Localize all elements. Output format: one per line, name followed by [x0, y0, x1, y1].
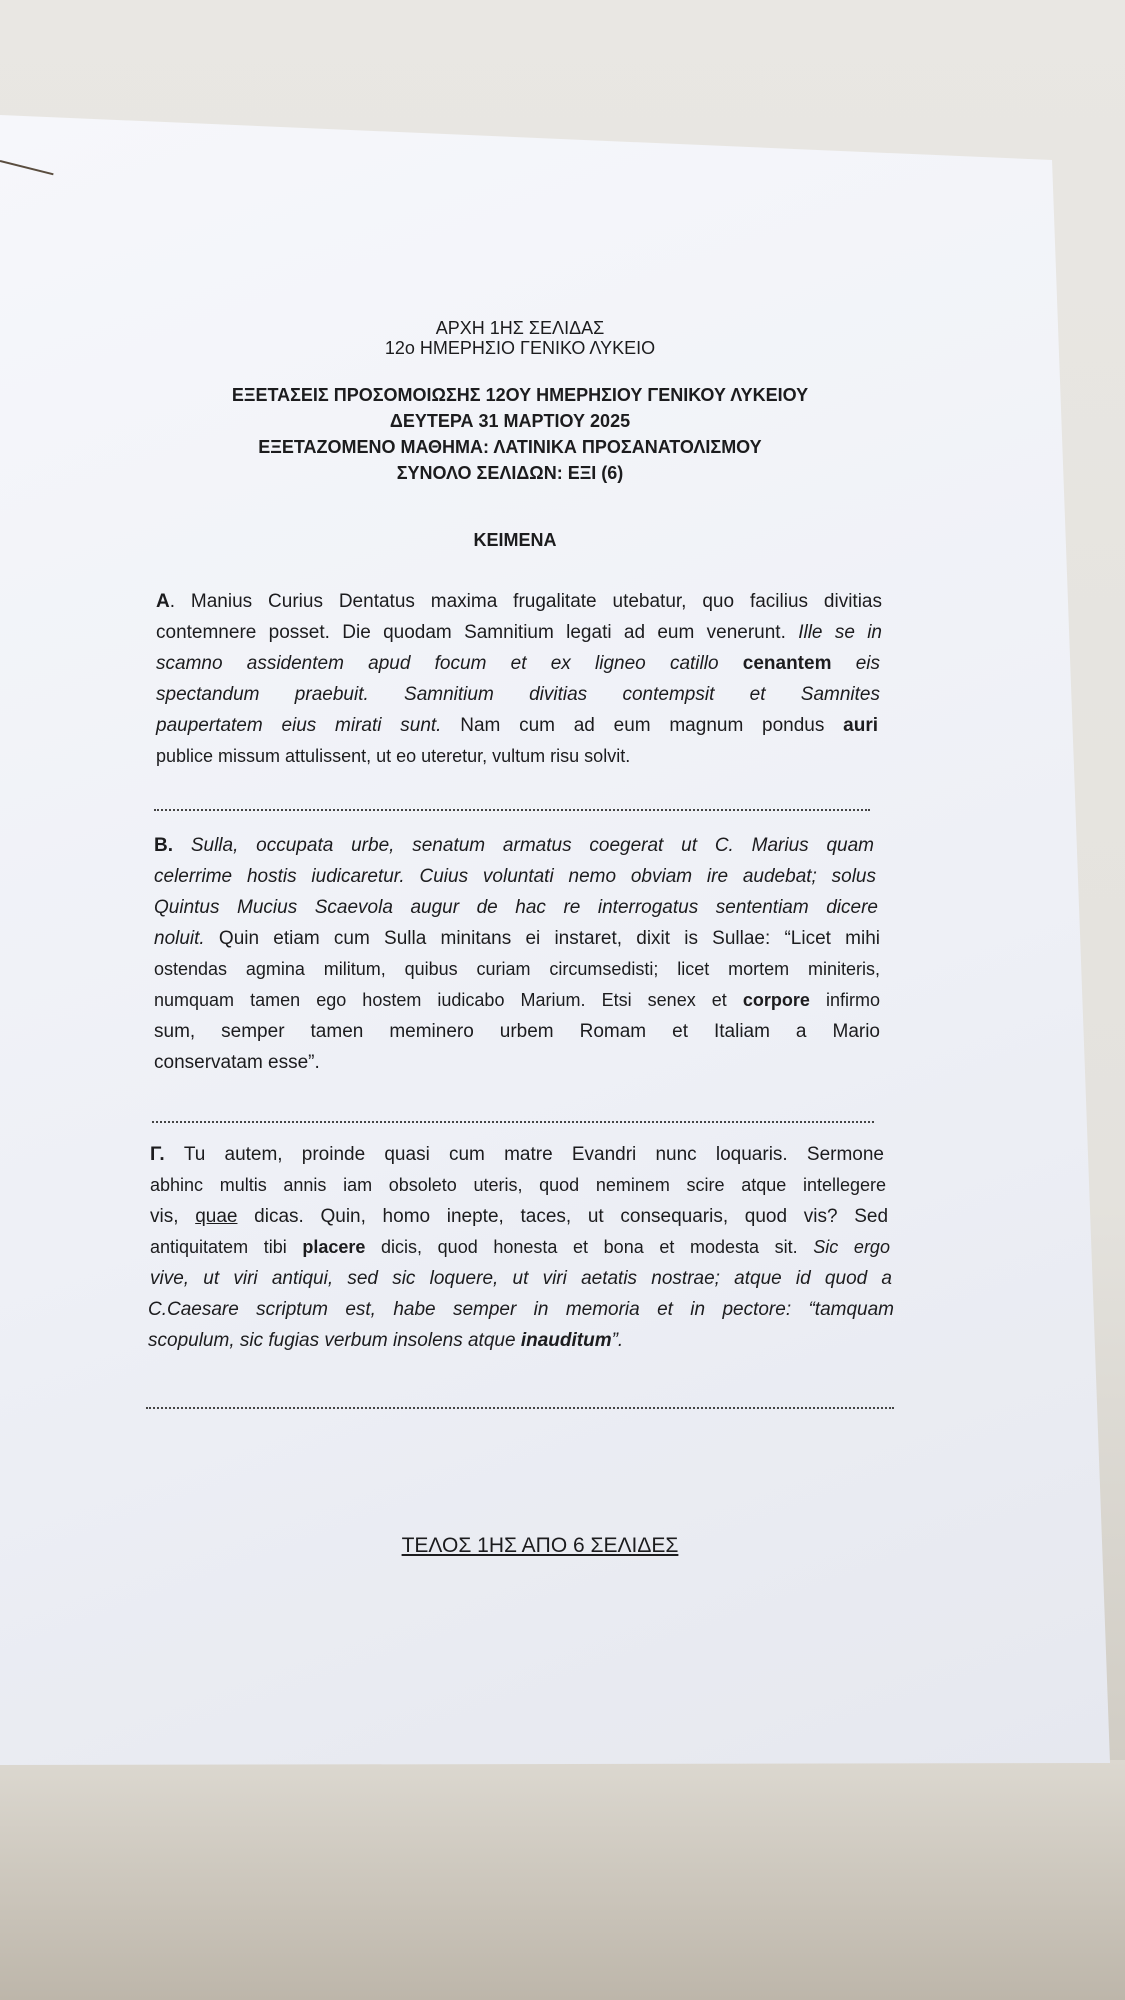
text-c-line-1: Γ. Tu autem, proinde quasi cum matre Evandri nunc loquaris. Sermone	[150, 1144, 884, 1165]
page-end-footer: ΤΕΛΟΣ 1ΗΣ ΑΠΟ 6 ΣΕΛΙΔΕΣ	[401, 1534, 679, 1557]
text-b-line-1: Β. Sulla, occupata urbe, senatum armatus coegerat ut C. Marius quam	[154, 835, 874, 856]
text-a-line-4: spectandum praebuit. Samnitium divitias contempsit et Samnites	[156, 684, 880, 705]
text-a-line-2: contemnere posset. Die quodam Samnitium legati ad eum venerunt. Ille se in	[156, 622, 883, 643]
text-c-line-4: antiquitatem tibi placere dicis, quod honesta et bona et modesta sit. Sic ergo	[150, 1237, 890, 1257]
text-a-line-3: scamno assidentem apud focum et ex ligneo catillo cenantem eis	[156, 653, 880, 674]
page-start-header: ΑΡΧΗ 1ΗΣ ΣΕΛΙΔΑΣ	[435, 318, 605, 338]
text-b-line-3: Quintus Mucius Scaevola augur de hac re interrogatus sententiam dicere	[154, 897, 878, 918]
text-c-line-6: C.Caesare scriptum est, habe semper in memoria et in pectore: “tamquam	[148, 1299, 894, 1320]
separator-b	[152, 1121, 874, 1123]
separator-a	[154, 809, 870, 811]
text-b-line-7: sum, semper tamen meminero urbem Romam et Italiam a Mario	[154, 1021, 880, 1042]
text-a-line-1: Α. Manius Curius Dentatus maxima frugalitate utebatur, quo facilius divitias	[156, 591, 882, 612]
text-b-line-4: noluit. Quin etiam cum Sulla minitans ei instaret, dixit is Sullae: “Licet mihi	[154, 928, 880, 949]
text-b-line-2: celerrime hostis iudicaretur. Cuius voluntati nemo obviam ire audebat; solus	[154, 866, 876, 887]
school-name: 12ο ΗΜΕΡΗΣΙΟ ΓΕΝΙΚΟ ΛΥΚΕΙΟ	[384, 338, 656, 358]
text-c-line-2: abhinc multis annis iam obsoleto uteris, quod neminem scire atque intellegere	[150, 1175, 886, 1195]
text-b-label: Β.	[154, 835, 173, 856]
exam-title: ΕΞΕΤΑΣΕΙΣ ΠΡΟΣΟΜΟΙΩΣΗΣ 12ΟΥ ΗΜΕΡΗΣΙΟΥ ΓΕΝΙΚΟΥ ΛΥΚΕΙΟΥ	[231, 385, 809, 405]
text-a-label: Α	[156, 591, 170, 612]
exam-date: ΔΕΥΤΕΡΑ 31 ΜΑΡΤΙΟΥ 2025	[389, 411, 631, 431]
text-a-line-6: publice missum attulissent, ut eo uteretur, vultum risu solvit.	[156, 746, 631, 766]
section-title: ΚΕΙΜΕΝΑ	[473, 530, 557, 550]
text-b-line-6: numquam tamen ego hostem iudicabo Marium. Etsi senex et corpore infirmo	[154, 990, 880, 1010]
exam-subject: ΕΞΕΤΑΖΟΜΕΝΟ ΜΑΘΗΜΑ: ΛΑΤΙΝΙΚΑ ΠΡΟΣΑΝΑΤΟΛΙΣΜΟΥ	[258, 437, 762, 457]
text-c-line-7: scopulum, sic fugias verbum insolens atque inauditum”.	[148, 1330, 624, 1351]
text-c-line-5: vive, ut viri antiqui, sed sic loquere, ut viri aetatis nostrae; atque id quod a	[150, 1268, 892, 1289]
text-c-label: Γ.	[150, 1144, 165, 1165]
text-b-line-8: conservatam esse”.	[154, 1052, 320, 1073]
separator-c	[146, 1407, 894, 1409]
text-c-line-3: vis, quae dicas. Quin, homo inepte, taces, ut consequaris, quod vis? Sed	[150, 1206, 889, 1227]
total-pages: ΣΥΝΟΛΟ ΣΕΛΙΔΩΝ: ΕΞΙ (6)	[396, 463, 624, 483]
text-b-line-5: ostendas agmina militum, quibus curiam circumsedisti; licet mortem miniteris,	[154, 959, 880, 979]
text-a-line-5: paupertatem eius mirati sunt. Nam cum ad eum magnum pondus auri	[156, 715, 878, 736]
